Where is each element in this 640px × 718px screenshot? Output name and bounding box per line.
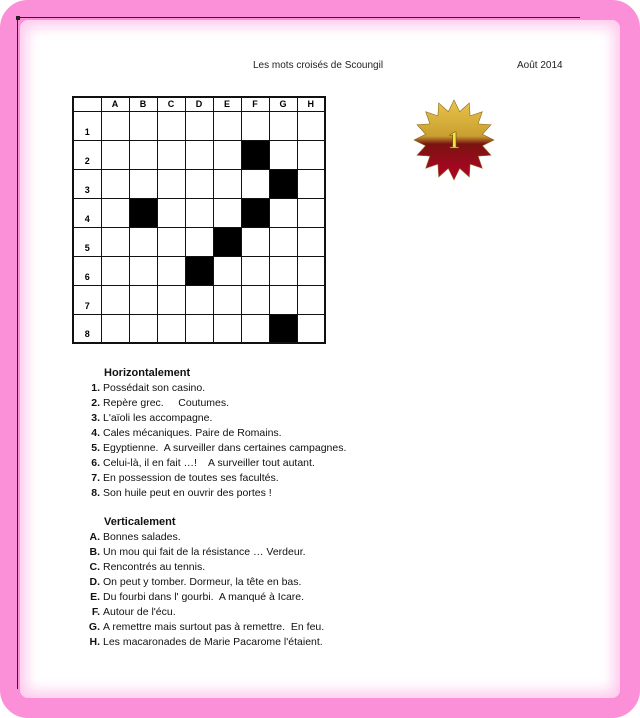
clue-number: A.	[89, 531, 100, 543]
black-cell	[185, 256, 213, 285]
clue-number: F.	[91, 606, 100, 618]
clue-number: H.	[89, 636, 100, 648]
black-cell	[241, 198, 269, 227]
grid-cell[interactable]	[269, 227, 297, 256]
grid-row	[73, 285, 325, 314]
grid-cell[interactable]	[269, 140, 297, 169]
clue-item	[84, 576, 301, 588]
grid-cell[interactable]	[157, 198, 185, 227]
grid-row	[73, 169, 325, 198]
clue-number: 1.	[91, 382, 100, 394]
grid-cell[interactable]	[185, 285, 213, 314]
clue-number: 7.	[91, 472, 100, 484]
grid-row	[73, 198, 325, 227]
clue-number: 4.	[91, 427, 100, 439]
clue-text: L'aïoli les accompagne.	[103, 412, 213, 424]
grid-row	[73, 140, 325, 169]
grid-cell[interactable]	[185, 198, 213, 227]
grid-cell[interactable]	[157, 314, 185, 343]
grid-cell[interactable]	[101, 169, 129, 198]
clue-item	[84, 427, 282, 439]
grid-cell[interactable]	[213, 198, 241, 227]
row-label: 3	[73, 169, 101, 198]
clue-number: G.	[88, 621, 100, 633]
clue-text: On peut y tomber. Dormeur, la tête en bas.	[103, 576, 302, 588]
clue-text: Autour de l'écu.	[103, 606, 176, 618]
clue-item	[84, 591, 304, 603]
clue-item	[84, 457, 315, 469]
grid-cell[interactable]	[157, 140, 185, 169]
grid-cell[interactable]	[185, 140, 213, 169]
black-cell	[129, 198, 157, 227]
clue-item	[84, 561, 205, 573]
grid-cell[interactable]	[185, 227, 213, 256]
clue-text: A remettre mais surtout pas à remettre. En feu.	[103, 621, 325, 633]
grid-cell[interactable]	[129, 111, 157, 140]
clue-number: 2.	[91, 397, 100, 409]
clue-text: En possession de toutes ses facultés.	[103, 472, 279, 484]
grid-cell[interactable]	[297, 169, 325, 198]
grid-cell[interactable]	[269, 285, 297, 314]
grid-cell[interactable]	[297, 140, 325, 169]
grid-cell[interactable]	[157, 169, 185, 198]
grid-cell[interactable]	[101, 227, 129, 256]
left-rule	[17, 17, 18, 689]
black-cell	[269, 314, 297, 343]
row-label: 8	[73, 314, 101, 343]
grid-cell[interactable]	[185, 314, 213, 343]
clue-item	[84, 412, 212, 424]
grid-cell[interactable]	[241, 314, 269, 343]
grid-row	[73, 314, 325, 343]
grid-cell[interactable]	[213, 111, 241, 140]
column-label: F	[241, 97, 269, 111]
grid-cell[interactable]	[101, 140, 129, 169]
clue-text: Possédait son casino.	[103, 382, 206, 394]
row-label: 6	[73, 256, 101, 285]
grid-cell[interactable]	[157, 285, 185, 314]
grid-cell[interactable]	[241, 111, 269, 140]
grid-cell[interactable]	[101, 198, 129, 227]
number-badge	[413, 99, 495, 181]
clue-item	[84, 397, 229, 409]
row-label: 7	[73, 285, 101, 314]
row-label: 1	[73, 111, 101, 140]
clue-text: Du fourbi dans l' gourbi. A manqué à Icare.	[103, 591, 305, 603]
grid-cell[interactable]	[213, 256, 241, 285]
column-label: H	[297, 97, 325, 111]
grid-cell[interactable]	[241, 256, 269, 285]
grid-cell[interactable]	[297, 314, 325, 343]
clue-text: Egyptienne. A surveiller dans certaines campagnes.	[103, 442, 347, 454]
corner-mark	[16, 16, 20, 20]
clue-text: Celui-là, il en fait …! A surveiller tout autant.	[103, 457, 315, 469]
clue-number: B.	[89, 546, 100, 558]
grid-cell[interactable]	[101, 111, 129, 140]
grid-cell[interactable]	[213, 140, 241, 169]
grid-cell[interactable]	[297, 256, 325, 285]
grid-cell[interactable]	[297, 111, 325, 140]
grid-cell[interactable]	[269, 198, 297, 227]
clue-number: E.	[90, 591, 100, 603]
clue-item	[84, 546, 306, 558]
grid-cell[interactable]	[269, 256, 297, 285]
clue-text: Son huile peut en ouvrir des portes !	[103, 487, 272, 499]
black-cell	[213, 227, 241, 256]
column-label: C	[157, 97, 185, 111]
grid-cell[interactable]	[297, 227, 325, 256]
grid-cell[interactable]	[157, 227, 185, 256]
clue-text: Rencontrés au tennis.	[103, 561, 206, 573]
grid-row	[73, 256, 325, 285]
clue-number: C.	[89, 561, 100, 573]
column-label: D	[185, 97, 213, 111]
grid-cell[interactable]	[297, 198, 325, 227]
clue-number: 6.	[91, 457, 100, 469]
clue-item	[84, 382, 205, 394]
grid-cell[interactable]	[213, 314, 241, 343]
vertical-title: Verticalement	[104, 516, 176, 528]
horizontal-title: Horizontalement	[104, 367, 191, 379]
clue-number: 5.	[91, 442, 100, 454]
column-label: B	[129, 97, 157, 111]
grid-row	[73, 227, 325, 256]
grid-cell[interactable]	[129, 140, 157, 169]
grid-cell[interactable]	[157, 111, 185, 140]
grid-cell[interactable]	[297, 285, 325, 314]
top-rule	[18, 17, 580, 18]
grid-corner	[73, 97, 101, 111]
clue-text: Bonnes salades.	[103, 531, 181, 543]
column-label: E	[213, 97, 241, 111]
clue-number: 3.	[91, 412, 100, 424]
grid-cell[interactable]	[213, 285, 241, 314]
grid-cell[interactable]	[241, 227, 269, 256]
page-date: Août 2014	[517, 60, 563, 71]
clue-text: Cales mécaniques. Paire de Romains.	[103, 427, 282, 439]
grid-cell[interactable]	[129, 256, 157, 285]
clue-item	[84, 621, 324, 633]
grid-cell[interactable]	[269, 111, 297, 140]
black-cell	[269, 169, 297, 198]
column-label: A	[101, 97, 129, 111]
grid-cell[interactable]	[129, 227, 157, 256]
grid-cell[interactable]	[185, 169, 213, 198]
badge-number: 1	[448, 128, 460, 154]
grid-cell[interactable]	[129, 314, 157, 343]
row-label: 4	[73, 198, 101, 227]
crossword-grid	[72, 96, 326, 344]
clue-item	[84, 487, 272, 499]
row-label: 5	[73, 227, 101, 256]
grid-cell[interactable]	[241, 285, 269, 314]
clue-number: D.	[89, 576, 100, 588]
column-label: G	[269, 97, 297, 111]
page-title: Les mots croisés de Scoungil	[253, 60, 384, 71]
clue-number: 8.	[91, 487, 100, 499]
grid-row	[73, 111, 325, 140]
clue-item	[84, 472, 279, 484]
grid-cell[interactable]	[213, 169, 241, 198]
clue-item	[84, 606, 176, 618]
row-label: 2	[73, 140, 101, 169]
grid-cell[interactable]	[129, 169, 157, 198]
grid-cell[interactable]	[185, 111, 213, 140]
clue-text: Repère grec. Coutumes.	[103, 397, 230, 409]
clue-text: Un mou qui fait de la résistance … Verdeur.	[103, 546, 306, 558]
grid-cell[interactable]	[157, 256, 185, 285]
grid-cell[interactable]	[241, 169, 269, 198]
clue-item	[84, 636, 323, 648]
grid-cell[interactable]	[101, 314, 129, 343]
grid-cell[interactable]	[101, 256, 129, 285]
grid-cell[interactable]	[101, 285, 129, 314]
black-cell	[241, 140, 269, 169]
clue-text: Les macaronades de Marie Pacarome l'étaient.	[103, 636, 323, 648]
clue-item	[84, 442, 346, 454]
clue-item	[84, 531, 181, 543]
grid-cell[interactable]	[129, 285, 157, 314]
